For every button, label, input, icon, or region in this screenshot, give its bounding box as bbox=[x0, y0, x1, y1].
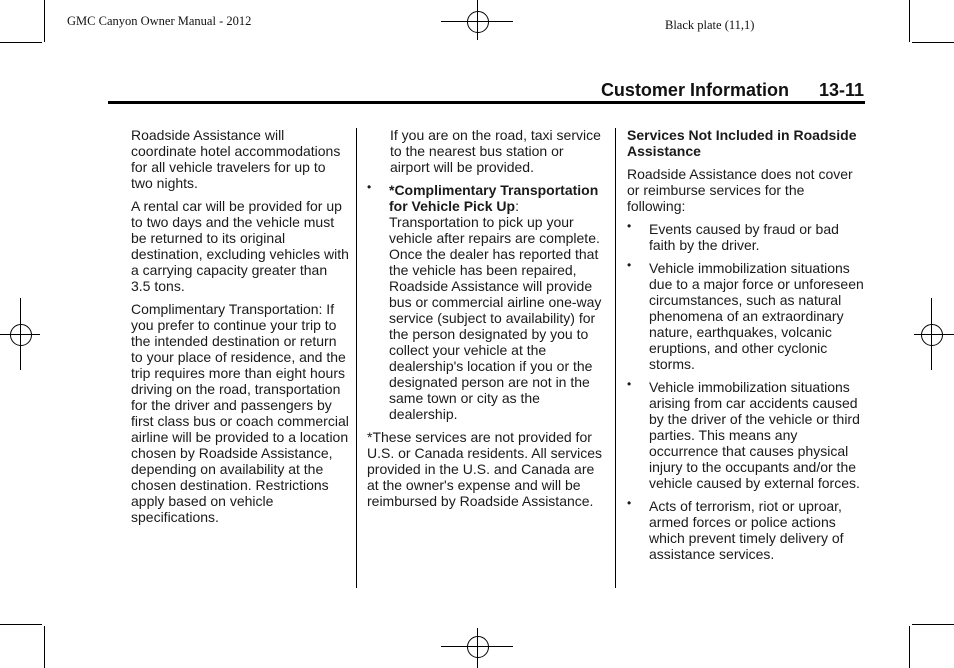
section-title: Customer Information bbox=[600, 80, 789, 100]
column-divider bbox=[615, 128, 616, 588]
list-item bbox=[627, 260, 865, 372]
crop-mark bbox=[0, 42, 42, 43]
page-header bbox=[500, 80, 864, 101]
bullet-icon: • bbox=[367, 180, 372, 194]
bullet-text: Vehicle immobilization situations due to a major force or unforeseen circumstances, such as natural phenomena of an extraordinary nature, earthquakes, volcanic eruptions, and other cyclonic storms. bbox=[649, 260, 864, 372]
paragraph: A rental car will be provided for up to two days and the vehicle must be returned to its original destination, excluding vehicles with a carrying capacity greater than 3.5 tons. bbox=[131, 198, 349, 294]
crop-mark bbox=[912, 42, 954, 43]
list-item bbox=[627, 379, 865, 491]
bullet-icon: • bbox=[627, 377, 632, 391]
paragraph: Complimentary Transportation: If you prefer to continue your trip to the intended destination or return to your place of residence, and the trip requires more than eight hours driving on the road, transportation for the driver and passengers by first class bus or coach commercial airline will be provided to a location chosen by Roadside Assistance, depending on availability at the chosen destination. Restrictions apply based on vehicle specifications. bbox=[131, 301, 349, 525]
column-divider bbox=[356, 128, 357, 588]
bullet-icon: • bbox=[627, 496, 632, 510]
crop-mark bbox=[909, 0, 910, 42]
crop-mark bbox=[909, 626, 910, 668]
header-rule bbox=[108, 101, 865, 104]
crop-mark bbox=[44, 0, 45, 42]
column-1 bbox=[131, 127, 349, 532]
column-2 bbox=[367, 127, 607, 516]
page-number: 13-11 bbox=[818, 80, 864, 100]
paragraph: Roadside Assistance will coordinate hotel accommodations for all vehicle travelers for up to two nights. bbox=[131, 127, 341, 191]
bullet-icon: • bbox=[627, 219, 632, 233]
paragraph: If you are on the road, taxi service to the nearest bus station or airport will be provided. bbox=[390, 127, 601, 175]
bullet-heading: *Complimentary Transportation for Vehicle Pick Up bbox=[389, 182, 599, 214]
paragraph: Roadside Assistance does not cover or reimburse services for the following: bbox=[627, 166, 853, 214]
bullet-icon: • bbox=[627, 258, 632, 272]
column-3 bbox=[627, 127, 865, 569]
plate-left-label: GMC Canyon Owner Manual - 2012 bbox=[67, 14, 252, 28]
subheading: Services Not Included in Roadside Assistance bbox=[627, 127, 857, 159]
list-item bbox=[367, 182, 607, 422]
bullet-text: Events caused by fraud or bad faith by the driver. bbox=[649, 221, 839, 253]
plate-right-label: Black plate (11,1) bbox=[665, 18, 755, 32]
list-item bbox=[627, 498, 865, 562]
crop-mark bbox=[44, 626, 45, 668]
list-item bbox=[627, 221, 865, 253]
crop-mark bbox=[912, 624, 954, 625]
paragraph: *These services are not provided for U.S. or Canada residents. All services provided in the U.S. and Canada are at the owner's expense and will be reimbursed by Roadside Assistance. bbox=[367, 429, 602, 509]
crop-mark bbox=[0, 624, 42, 625]
bullet-text: : Transportation to pick up your vehicle after repairs are complete. Once the dealer has reported that the vehicle has been repaired, Roadside Assistance will provide bus or commercial airline one-way service (subject to availability) for the person designated by you to collect your vehicle at the dealership's location if you or the designated person are not in the same town or city as the dealership. bbox=[389, 198, 602, 422]
bullet-text: Acts of terrorism, riot or uproar, armed forces or police actions which prevent timely delivery of assistance services. bbox=[649, 498, 844, 562]
bullet-text: Vehicle immobilization situations arising from car accidents caused by the driver of the vehicle or third parties. This means any occurrence that causes physical injury to the occupants and/or the vehicle caused by external forces. bbox=[649, 379, 860, 491]
